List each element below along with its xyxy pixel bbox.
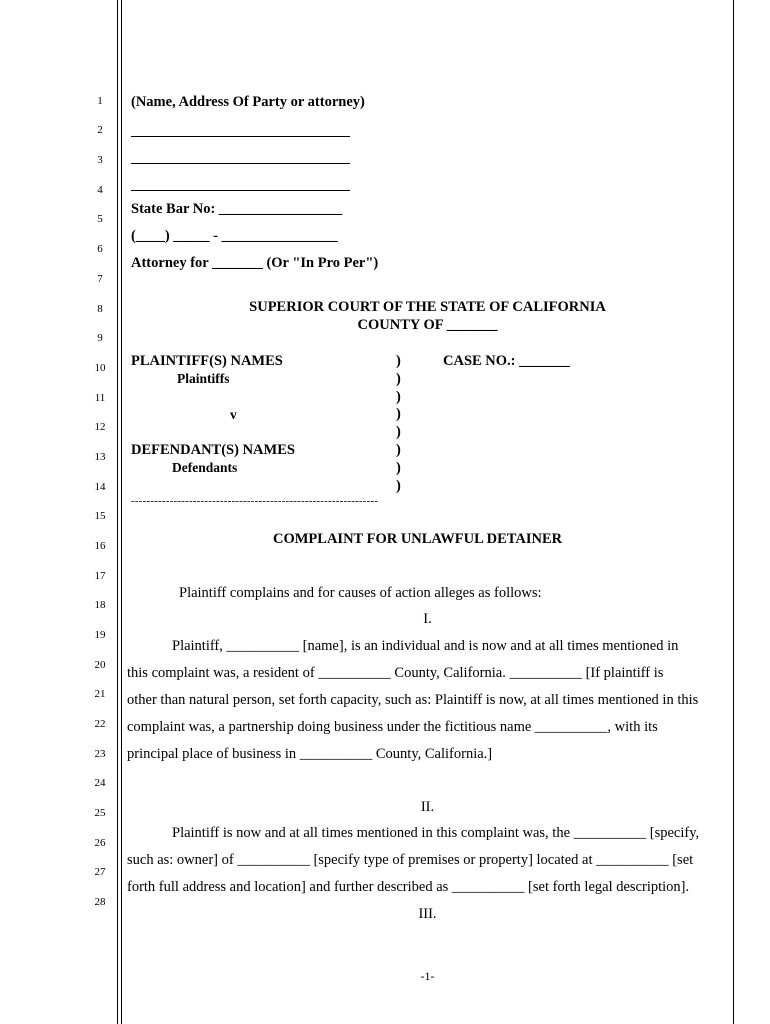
caption-bracket: )	[396, 442, 401, 458]
versus: v	[230, 407, 237, 422]
party-label: (Name, Address Of Party or attorney)	[131, 94, 365, 110]
line-number: 16	[94, 540, 106, 552]
case-number: CASE NO.: _______	[443, 353, 570, 369]
court-county: COUNTY OF _______	[357, 317, 498, 333]
right-margin-rule	[733, 0, 734, 1024]
section2-line: Plaintiff is now and at all times mentioned in this complaint was, the __________ [specify,	[172, 825, 700, 841]
section1-line: principal place of business in __________ County, California.]	[127, 746, 493, 762]
caption-bracket: )	[396, 460, 401, 476]
intro-paragraph: Plaintiff complains and for causes of action alleges as follows:	[179, 585, 542, 601]
section-heading: I.	[423, 611, 432, 627]
line-number: 27	[94, 866, 106, 878]
line-number: 5	[97, 213, 103, 225]
address-blank-line-1[interactable]	[131, 136, 350, 137]
section1-line: this complaint was, a resident of __________ County, California. __________ [If plaintiff is	[127, 665, 664, 681]
caption-bracket: )	[396, 371, 401, 387]
line-number: 1	[97, 95, 103, 107]
caption-bracket: )	[396, 478, 401, 494]
line-number: 13	[94, 451, 106, 463]
state-bar-number: State Bar No: _________________	[131, 201, 343, 217]
line-number: 9	[97, 332, 103, 344]
caption-bracket: )	[396, 406, 401, 422]
line-number: 24	[94, 777, 106, 789]
section1-line: complaint was, a partnership doing business under the fictitious name __________, with its	[127, 719, 658, 735]
line-number: 28	[94, 896, 106, 908]
document-title: COMPLAINT FOR UNLAWFUL DETAINER	[273, 531, 563, 547]
section2-line: such as: owner] of __________ [specify type of premises or property] located at __________ [set	[127, 852, 694, 868]
left-margin-rule-inner	[121, 0, 122, 1024]
plaintiffs-names: PLAINTIFF(S) NAMES	[131, 353, 283, 369]
line-number: 17	[94, 570, 106, 582]
line-number: 4	[97, 184, 103, 196]
caption-bracket: )	[396, 389, 401, 405]
address-blank-line-2[interactable]	[131, 163, 350, 164]
attorney-for: Attorney for _______ (Or "In Pro Per")	[131, 255, 379, 271]
line-number: 12	[94, 421, 106, 433]
line-number: 20	[94, 659, 106, 671]
line-number: 25	[94, 807, 106, 819]
section-heading: II.	[420, 799, 435, 815]
phone-number: (____) _____ - ________________	[131, 228, 338, 244]
caption-bracket: )	[396, 424, 401, 440]
line-number: 15	[94, 510, 106, 522]
line-number: 22	[94, 718, 106, 730]
caption-bracket: )	[396, 353, 401, 369]
line-number: 2	[97, 124, 103, 136]
line-number: 10	[94, 362, 106, 374]
line-number: 8	[97, 303, 103, 315]
section-heading: III.	[418, 906, 437, 922]
line-number: 21	[94, 688, 106, 700]
section1-line: other than natural person, set forth capacity, such as: Plaintiff is now, at all times mentioned in this	[127, 692, 699, 708]
line-number: 6	[97, 243, 103, 255]
defendants-role: Defendants	[172, 460, 238, 475]
line-number: 26	[94, 837, 106, 849]
court-name: SUPERIOR COURT OF THE STATE OF CALIFORNIA	[249, 299, 606, 315]
left-margin-rule-outer	[117, 0, 118, 1024]
line-number: 14	[94, 481, 106, 493]
line-number: 11	[94, 392, 106, 404]
caption-divider: ----------------------------------------------------------------	[131, 495, 379, 507]
section1-line: Plaintiff, __________ [name], is an individual and is now and at all times mentioned in	[172, 638, 679, 654]
address-blank-line-3[interactable]	[131, 190, 350, 191]
line-number: 7	[97, 273, 103, 285]
line-number: 19	[94, 629, 106, 641]
page-number: -1-	[420, 969, 435, 983]
defendants-names: DEFENDANT(S) NAMES	[131, 442, 295, 458]
section2-line: forth full address and location] and further described as __________ [set forth legal description].	[127, 879, 690, 895]
plaintiffs-role: Plaintiffs	[177, 371, 230, 386]
line-number: 23	[94, 748, 106, 760]
line-number: 18	[94, 599, 106, 611]
line-number: 3	[97, 154, 103, 166]
